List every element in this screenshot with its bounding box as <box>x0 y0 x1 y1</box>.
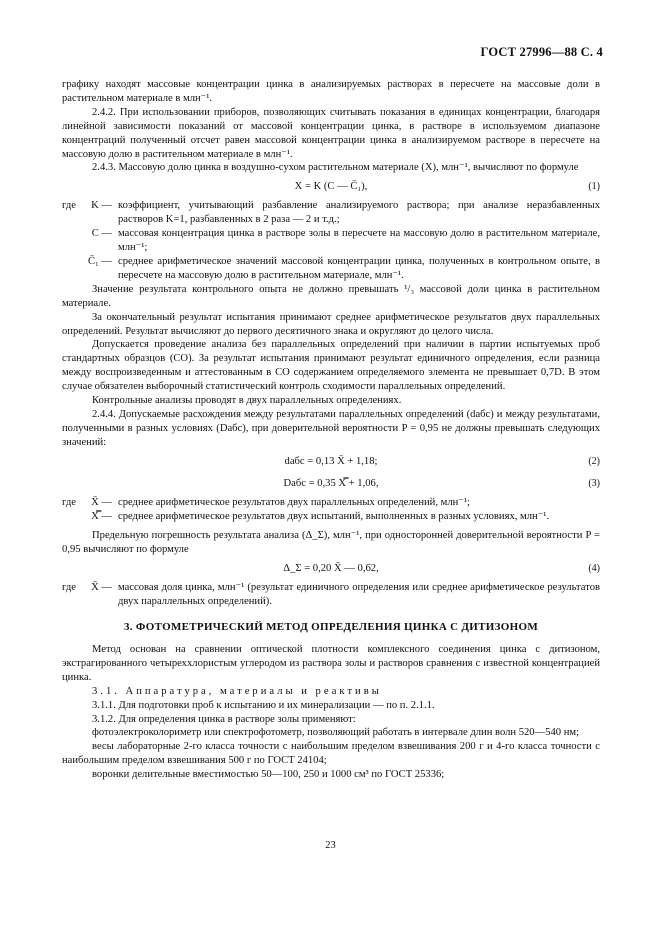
paragraph: Допускается проведение анализа без параллельных определений при наличии в партии испытуемых проб стандартных образцов (СО). За результат испытания принимают результат единичного определения, если разница между воспроизведенным и аттестованным в СО содержанием определяемого элемента не превышает 0,7D. В этом случае обязателен выборочный статистический контроль сходимости параллельных определений. <box>62 339 600 393</box>
paragraph: графику находят массовые концентрации цинка в анализируемых растворах в пересчете на массовые доли в растительном материале в млн⁻¹. <box>62 79 600 104</box>
definition-item <box>62 510 600 524</box>
paragraph: фотоэлектроколориметр или спектрофотометр, позволяющий работать в интервале длин волн 520—540 нм; <box>92 727 580 739</box>
definition-symbol: X̿ — <box>91 510 112 522</box>
paragraph: Предельную погрешность результата анализа (Δ_Σ), млн⁻¹, при односторонней доверительной вероятности P = 0,95 вычисляют по формуле <box>62 530 600 556</box>
section-title: 3. ФОТОМЕТРИЧЕСКИЙ МЕТОД ОПРЕДЕЛЕНИЯ ЦИНКА С ДИТИЗОНОМ <box>123 621 539 634</box>
where-label: где <box>62 200 76 212</box>
definition-text: коэффициент, учитывающий разбавление анализируемого раствора; при анализе неразбавленных растворов K=1, разбавленных в 2 раза — 2 и т.д.; <box>118 200 600 226</box>
formula-4 <box>62 559 600 579</box>
definition-symbol: X̄ — <box>91 582 112 594</box>
paragraph: Контрольные анализы проводят в двух параллельных определениях. <box>92 395 402 407</box>
paragraph: воронки делительные вместимостью 50—100, 250 и 1000 см³ по ГОСТ 25336; <box>92 769 445 781</box>
definition-symbol: C̄₁ — <box>87 255 112 267</box>
formula-3 <box>62 474 600 494</box>
definition-symbol: K — <box>91 200 112 212</box>
where-label: где <box>62 496 76 508</box>
definition-text: среднее арифметическое результатов двух параллельных определений, млн⁻¹; <box>118 496 470 508</box>
formula-text: Dабс = 0,35 X̿ + 1,06, <box>283 477 379 489</box>
definition-text: массовая доля цинка, млн⁻¹ (результат единичного определения или среднее арифметическое результатов двух параллельных определений). <box>118 582 600 608</box>
paragraph: 2.4.2. При использовании приборов, позволяющих считывать показания в единицах концентрации, благодаря линейной зависимости показаний от массовой концентрации цинка, в растворе в используемом диапазоне концентраций полученный отсчет равен массовой концентрации цинка в анализируемом растворе в пересчете на массовую долю в растительном материале в млн⁻¹. <box>62 106 600 160</box>
definitions-3 <box>62 581 600 609</box>
formula-text: Δ_Σ = 0,20 X̄ — 0,62, <box>283 563 379 575</box>
formula-text: dабс = 0,13 X̄ + 1,18; <box>284 455 378 467</box>
definition-item <box>62 199 600 227</box>
definition-text: массовая концентрация цинка в растворе золы в пересчете на массовую долю в растительном материале, млн⁻¹; <box>118 228 600 254</box>
formula-2 <box>62 452 600 472</box>
paragraph: 3.1.1. Для подготовки проб к испытанию и их минерализации — по п. 2.1.1. <box>92 699 435 711</box>
formula-text: X = K (C — C̄₁), <box>294 181 368 193</box>
definitions-1 <box>62 199 600 282</box>
definition-item <box>62 255 600 283</box>
paragraph: Метод основан на сравнении оптической плотности комплексного соединения цинка с дитизоном, экстрагированного четыреххлористым углеродом из раствора золы и растворов сравнения с известной концентрацией цинка. <box>62 644 600 683</box>
subsection-title: 3.1. Аппаратура, материалы и реактивы <box>92 685 382 697</box>
definition-symbol: X̄ — <box>91 496 112 508</box>
paragraph: 3.1.2. Для определения цинка в растворе золы применяют: <box>92 713 356 725</box>
paragraph: 2.4.3. Массовую долю цинка в воздушно-сухом растительном материале (X), млн⁻¹, вычисляют по формуле <box>92 162 579 174</box>
where-label: где <box>62 582 76 594</box>
formula-1 <box>62 177 600 197</box>
formula-number: (2) <box>588 455 600 467</box>
paragraph: Значение результата контрольного опыта не должно превышать ¹/₃ массовой доли цинка в растительном материале. <box>62 283 600 309</box>
page-number: 23 <box>325 840 336 851</box>
formula-number: (3) <box>588 477 600 489</box>
definition-item <box>62 496 600 510</box>
paragraph: весы лабораторные 2-го класса точности с наибольшим пределом взвешивания 200 г и 4-го класса точности с наибольшим пределом взвешивания 500 г по ГОСТ 24104; <box>62 741 600 767</box>
definition-text: среднее арифметическое результатов двух испытаний, выполненных в разных условиях, млн⁻¹. <box>118 510 550 522</box>
paragraph: 2.4.4. Допускаемые расхождения между результатами параллельных определений (dабс) и между результатами, полученными в разных условиях (Dабс), при доверительной вероятности P = 0,95 не должны превышать следующих значений: <box>62 408 600 448</box>
formula-number: (4) <box>588 563 600 575</box>
definitions-2 <box>62 496 600 524</box>
formula-number: (1) <box>588 181 600 193</box>
definition-item <box>62 581 600 609</box>
document-body <box>62 78 600 782</box>
page-header: ГОСТ 27996—88 С. 4 <box>480 45 603 59</box>
definition-text: среднее арифметическое значений массовой концентрации цинка, полученных в контрольном опыте, в пересчете на массовую долю в растительном материале, млн⁻¹. <box>118 255 600 281</box>
paragraph: За окончательный результат испытания принимают среднее арифметическое результатов двух параллельных определений. Результат вычисляют до первого десятичного знака и округляют до целого числа. <box>62 311 600 337</box>
definition-item <box>62 227 600 255</box>
definition-symbol: C — <box>91 228 112 240</box>
